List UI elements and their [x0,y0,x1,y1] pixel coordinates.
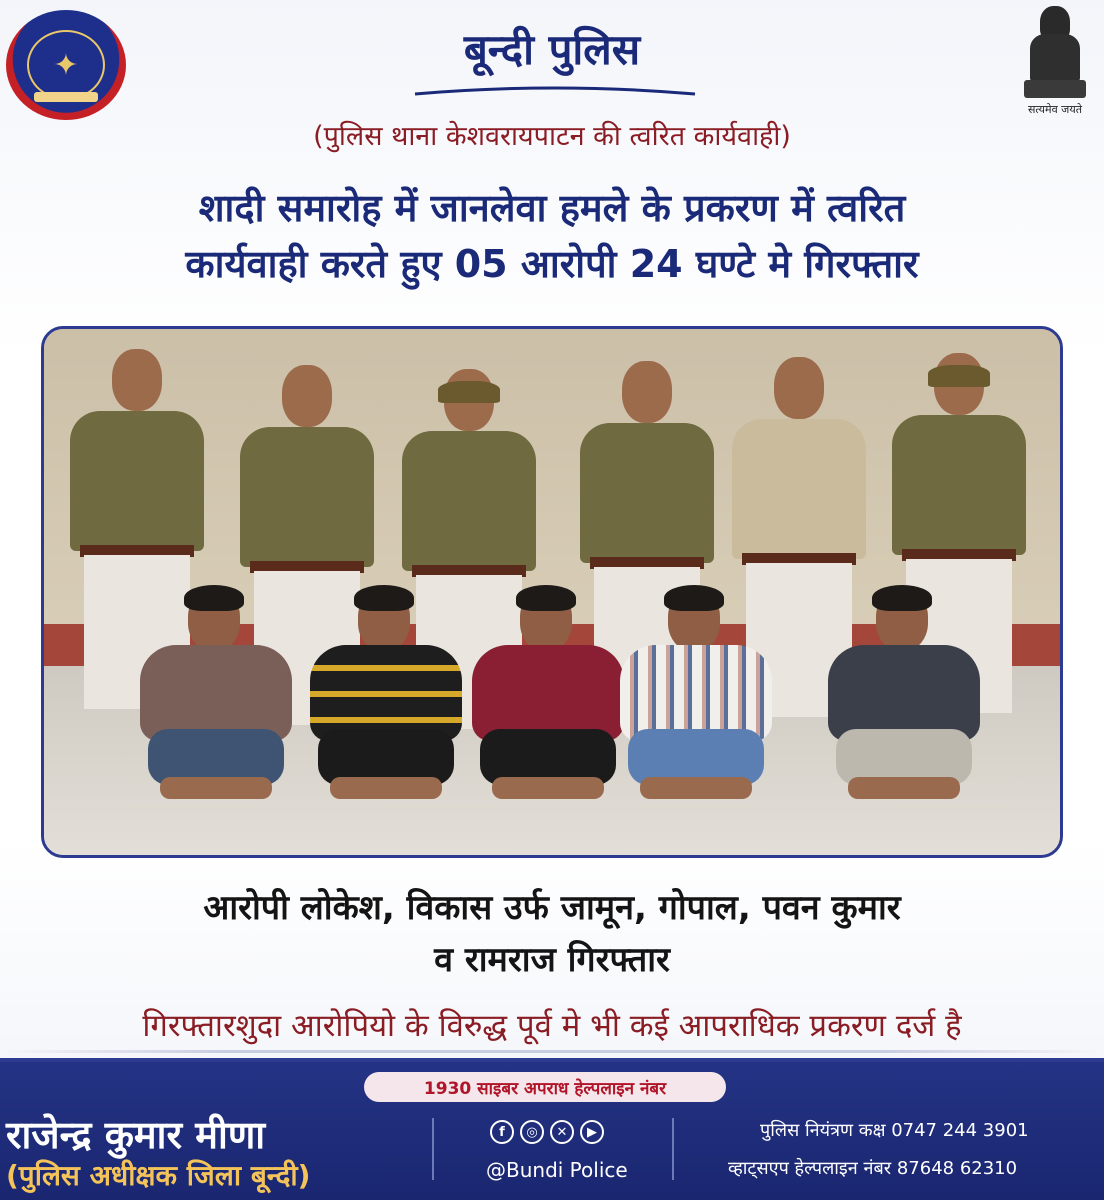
page-title: बून्दी पुलिस [463,25,641,74]
accused-line-1: आरोपी लोकेश, विकास उर्फ जामून, गोपाल, पवन कुमार [203,888,901,928]
national-emblem [1010,6,1100,126]
arrest-photo [41,326,1063,858]
logo-ribbon [34,92,98,102]
accused-line-2: व रामराज गिरफ्तार [434,940,670,980]
accused-figure [306,589,466,809]
accused-figure [468,589,628,809]
criminal-record-note: गिरफ्तारशुदा आरोपियो के विरुद्ध पूर्व मे भी कई आपराधिक प्रकरण दर्ज है [142,1008,962,1044]
footer-divider-right [672,1118,674,1180]
accused-figure [616,589,776,809]
logo-emblem-icon: ✦ [27,30,105,100]
instagram-icon[interactable]: ◎ [520,1120,544,1144]
facebook-icon[interactable]: f [490,1120,514,1144]
sp-title: (पुलिस अधीक्षक जिला बून्दी) [6,1159,311,1192]
accused-figure [136,589,296,809]
sp-name: राजेन्द्र कुमार मीणा [6,1113,266,1157]
cyber-helpline-badge: 1930 साइबर अपराध हेल्पलाइन नंबर [364,1072,726,1102]
control-room-number: पुलिस नियंत्रण कक्ष 0747 244 3901 [760,1120,1029,1141]
footer-divider [0,1050,1104,1053]
footer-divider-left [432,1118,434,1180]
emblem-motto: सत्यमेव जयते [1027,103,1082,116]
headline [40,180,1064,292]
whatsapp-helpline: व्हाट्सएप हेल्पलाइन नंबर 87648 62310 [728,1158,1018,1179]
headline-line-2: कार्यवाही करते हुए 05 आरोपी 24 घण्टे मे गिरफ्तार [185,242,919,286]
x-icon[interactable]: ✕ [550,1120,574,1144]
title-underline [410,84,700,98]
youtube-icon[interactable]: ▶ [580,1120,604,1144]
accused-figure [824,589,984,809]
headline-line-1: शादी समारोह में जानलेवा हमले के प्रकरण में त्वरित [198,186,906,230]
ashoka-lions-icon [1024,6,1086,98]
page-subtitle: (पुलिस थाना केशवरायपाटन की त्वरित कार्यवाही) [313,121,791,152]
accused-names [40,882,1064,986]
social-handle[interactable]: @Bundi Police [486,1158,628,1182]
social-icons [490,1120,604,1150]
